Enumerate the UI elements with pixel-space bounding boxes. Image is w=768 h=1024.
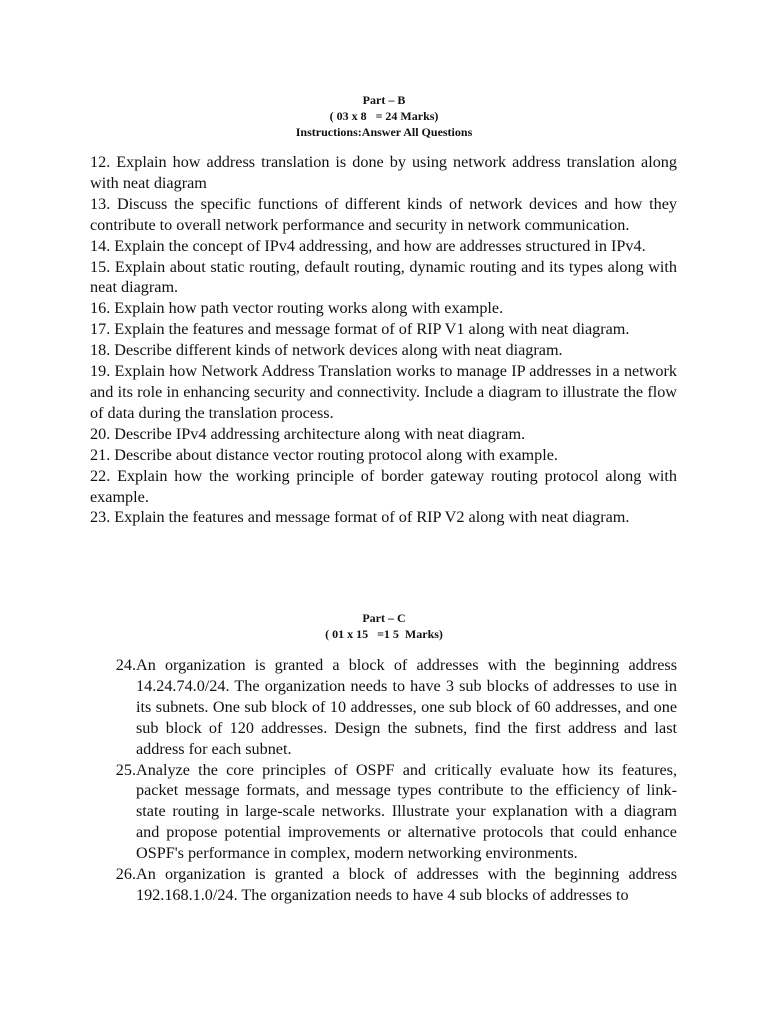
question-23: 23. Explain the features and message format of of RIP V2 along with neat diagram. (90, 508, 630, 527)
question-text: An organization is granted a block of addresses with the beginning address 14.24.74.0/24. The organization needs to have 3 sub blocks of addresses to use in its subnets. One sub block of 10 addresses, one sub block of 60 addresses, and one sub block of 120 addresses. Design the subnets, find the first address and last address for each subnet. (136, 656, 677, 758)
part-c-title: Part – C (362, 611, 406, 625)
question-text: Analyze the core principles of OSPF and critically evaluate how its features, packet message formats, and message types contribute to the efficiency of link-state routing in large-scale networks. Illustrate your explanation with a diagram and propose potential improvements or alternative protocols that could enhance OSPF's performance in complex, modern networking environments. (136, 760, 677, 863)
question-20: 20. Describe IPv4 addressing architecture along with neat diagram. (90, 424, 526, 443)
question-number: 26. (115, 865, 136, 884)
question-25 (90, 760, 677, 865)
part-b-marks: ( 03 x 8 = 24 Marks) (329, 109, 439, 123)
question-22: 22. Explain how the working principle of border gateway routing protocol along with example. (90, 466, 677, 506)
question-number: 24. (115, 656, 136, 674)
question-text: An organization is granted a block of addresses with the beginning address 192.168.1.0/24. The organization needs to have 4 sub blocks of addresses to (136, 865, 677, 904)
question-19: 19. Explain how Network Address Translation works to manage IP addresses in a network and its role in enhancing security and connectivity. Include a diagram to illustrate the flow of data during the translation process. (90, 362, 677, 422)
question-17: 17. Explain the features and message format of of RIP V1 along with neat diagram. (90, 320, 630, 339)
part-b-question-list (90, 152, 677, 528)
question-13: 13. Discuss the specific functions of different kinds of network devices and how they contribute to overall network performance and security in network communication. (90, 194, 677, 234)
part-c-question-list (90, 655, 677, 906)
question-15: 15. Explain about static routing, default routing, dynamic routing and its types along with neat diagram. (90, 257, 677, 297)
question-24 (90, 655, 677, 760)
question-12: 12. Explain how address translation is done by using network address translation along with neat diagram (90, 153, 677, 192)
part-b-instructions: Instructions:Answer All Questions (295, 125, 473, 139)
question-18: 18. Describe different kinds of network devices along with neat diagram. (90, 341, 563, 360)
part-b-header (0, 92, 768, 140)
part-b-title: Part – B (362, 93, 406, 107)
question-21: 21. Describe about distance vector routing protocol along with example. (90, 445, 558, 464)
question-16: 16. Explain how path vector routing works along with example. (90, 299, 504, 318)
question-number: 25. (115, 760, 136, 779)
part-c-marks: ( 01 x 15 =1 5 Marks) (325, 627, 443, 641)
question-14: 14. Explain the concept of IPv4 addressing, and how are addresses structured in IPv4. (90, 236, 646, 255)
part-c-header (0, 610, 768, 642)
question-26 (90, 864, 677, 906)
